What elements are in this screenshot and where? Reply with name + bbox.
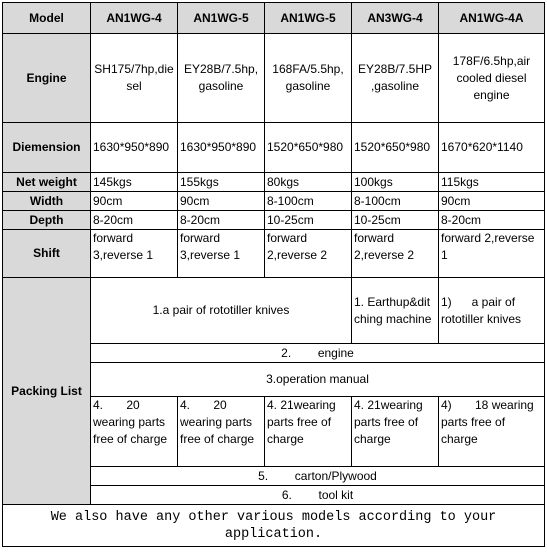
shift-cell: forward 3,reverse 1 (91, 230, 178, 278)
packing-earthup-machine: 1. Earthup&ditching machine (352, 278, 439, 344)
depth-row (3, 211, 545, 230)
net-weight-label: Net weight (3, 173, 91, 192)
depth-cell: 8-20cm (439, 211, 545, 230)
dimension-cell: 1520*650*980 (265, 123, 352, 173)
packing-engine: 2. engine (91, 344, 545, 363)
wearing-parts-cell: 4) 18 wearing parts free of charge (439, 397, 545, 467)
shift-cell: forward 2,reverse 2 (265, 230, 352, 278)
model-name: AN1WG-5 (265, 3, 352, 34)
net-weight-cell: 100kgs (352, 173, 439, 192)
depth-label: Depth (3, 211, 91, 230)
width-cell: 90cm (178, 192, 265, 211)
engine-row (3, 34, 545, 123)
packing-knives-an1wg4a: 1) a pair of rototiller knives (439, 278, 545, 344)
width-cell: 90cm (91, 192, 178, 211)
net-weight-row (3, 173, 545, 192)
model-name: AN1WG-5 (178, 3, 265, 34)
wearing-parts-cell: 4. 20 wearing parts free of charge (178, 397, 265, 467)
shift-row (3, 230, 545, 278)
shift-cell: forward 3,reverse 1 (178, 230, 265, 278)
model-name: AN1WG-4 (91, 3, 178, 34)
engine-cell: EY28B/7.5hp, gasoline (178, 34, 265, 123)
footer-note: We also have any other various models according to your application. (3, 505, 545, 547)
wearing-parts-cell: 4. 21wearing parts free of charge (265, 397, 352, 467)
net-weight-cell: 155kgs (178, 173, 265, 192)
dimension-cell: 1630*950*890 (91, 123, 178, 173)
dimension-cell: 1630*950*890 (178, 123, 265, 173)
engine-cell: SH175/7hp,diesel (91, 34, 178, 123)
packing-manual: 3.operation manual (91, 363, 545, 397)
header-row (3, 3, 545, 34)
depth-cell: 10-25cm (265, 211, 352, 230)
packing-knives-shared: 1.a pair of rototiller knives (91, 278, 352, 344)
depth-cell: 8-20cm (178, 211, 265, 230)
model-name: AN1WG-4A (439, 3, 545, 34)
width-cell: 90cm (439, 192, 545, 211)
model-header: Model (3, 3, 91, 34)
net-weight-cell: 145kgs (91, 173, 178, 192)
wearing-parts-cell: 4. 21wearing parts free of charge (352, 397, 439, 467)
engine-cell: 178F/6.5hp,air cooled diesel engine (439, 34, 545, 123)
engine-label: Engine (3, 34, 91, 123)
product-spec-table (2, 2, 545, 547)
net-weight-cell: 80kgs (265, 173, 352, 192)
engine-cell: 168FA/5.5hp, gasoline (265, 34, 352, 123)
width-label: Width (3, 192, 91, 211)
packing-carton: 5. carton/Plywood (91, 467, 545, 486)
model-name: AN3WG-4 (352, 3, 439, 34)
width-cell: 8-100cm (352, 192, 439, 211)
shift-label: Shift (3, 230, 91, 278)
packing-list-label: Packing List (3, 278, 91, 505)
shift-cell: forward 2,reverse 1 (439, 230, 545, 278)
width-row (3, 192, 545, 211)
shift-cell: forward 2,reverse 2 (352, 230, 439, 278)
footer-row (3, 505, 545, 547)
dimension-cell: 1670*620*1140 (439, 123, 545, 173)
packing-toolkit: 6. tool kit (91, 486, 545, 505)
dimension-label: Diemension (3, 123, 91, 173)
dimension-cell: 1520*650*980 (352, 123, 439, 173)
net-weight-cell: 115kgs (439, 173, 545, 192)
wearing-parts-cell: 4. 20 wearing parts free of charge (91, 397, 178, 467)
packing-knives-row (3, 278, 545, 344)
engine-cell: EY28B/7.5HP ,gasoline (352, 34, 439, 123)
width-cell: 8-100cm (265, 192, 352, 211)
dimension-row (3, 123, 545, 173)
depth-cell: 10-25cm (352, 211, 439, 230)
depth-cell: 8-20cm (91, 211, 178, 230)
